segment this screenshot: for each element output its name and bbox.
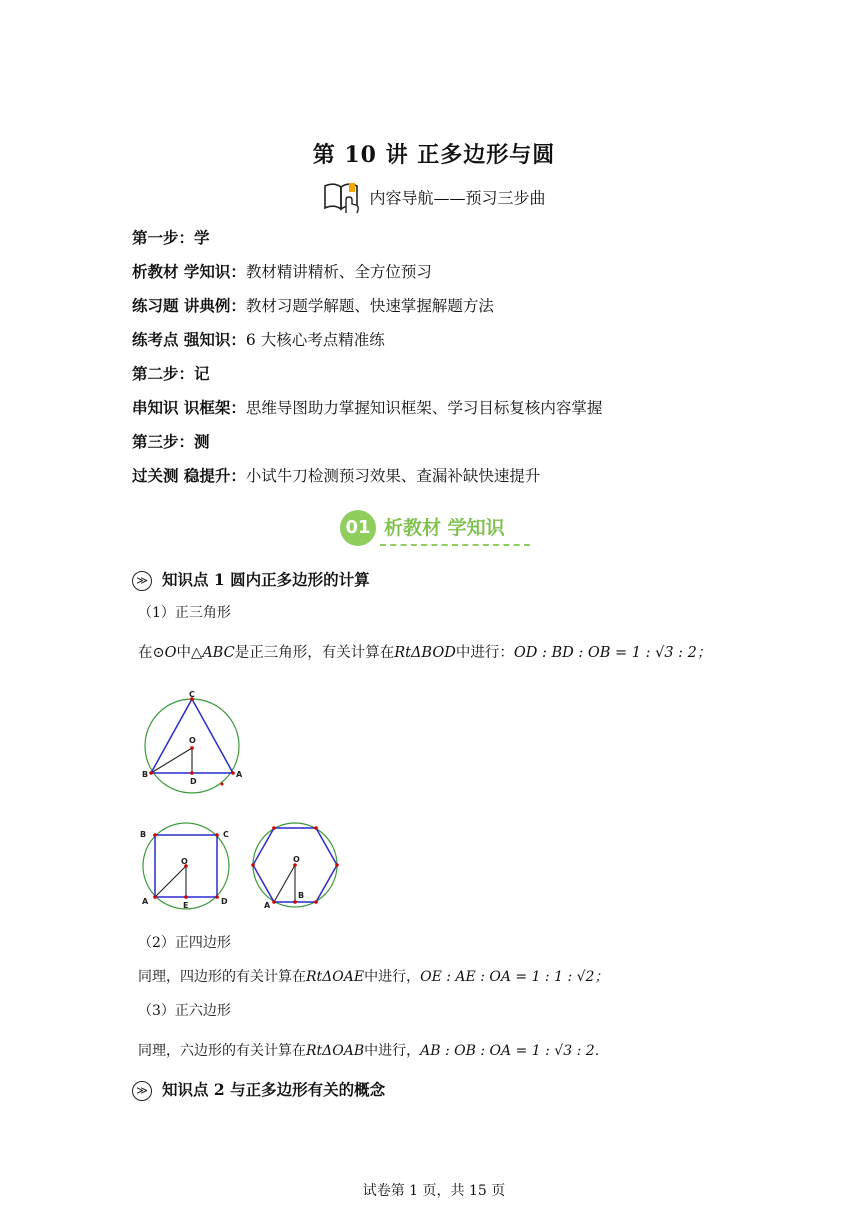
fig-label: D xyxy=(190,777,197,786)
page-footer: 试卷第 1 页，共 15 页 xyxy=(362,1183,506,1199)
step-line: 第二步：记 xyxy=(132,364,210,383)
square-figure xyxy=(136,822,236,914)
fig-label: B xyxy=(298,891,305,900)
step-line: 过关测 稳提升：小试牛刀检测预习效果、查漏补缺快速提升 xyxy=(132,466,541,485)
section-number: 01 xyxy=(340,510,376,546)
double-arrow-icon: ≫ xyxy=(132,571,152,591)
fig-label: A xyxy=(264,901,271,910)
step-line: 第三步：测 xyxy=(132,432,210,451)
section-badge xyxy=(340,510,540,546)
fig-label: D xyxy=(221,897,228,906)
knowledge-point-2-heading: ≫ 知识点 2 与正多边形有关的概念 xyxy=(132,1078,385,1101)
fig-label: O xyxy=(293,855,300,864)
book-hand-icon xyxy=(322,180,362,218)
square-formula-line: 同理，四边形的有关计算在RtΔOAE中进行，OE : AE : OA = 1 : 1 : √2； xyxy=(138,969,609,985)
double-arrow-icon: ≫ xyxy=(132,1081,152,1101)
fig-label: B xyxy=(142,770,149,779)
hexagon-formula-line: 同理，六边形的有关计算在RtΔOAB中进行，AB : OB : OA = 1 : √3 : 2． xyxy=(138,1043,609,1059)
subheading-triangle: （1）正三角形 xyxy=(138,605,231,621)
nav-text: 内容导航——预习三步曲 xyxy=(369,188,546,208)
triangle-figure xyxy=(138,690,250,798)
step-line: 练习题 讲典例：教材习题学解题、快速掌握解题方法 xyxy=(132,296,494,315)
fig-label: B xyxy=(140,830,147,839)
knowledge-point-1-heading: ≫ 知识点 1 圆内正多边形的计算 xyxy=(132,568,370,591)
triangle-formula-line: 在⊙O中△ABC是正三角形，有关计算在RtΔBOD中进行：OD : BD : OB = 1 : √3 : 2； xyxy=(138,645,712,661)
fig-label: E xyxy=(183,901,189,910)
hexagon-figure xyxy=(250,822,342,914)
content-nav xyxy=(0,180,868,218)
fig-label: O xyxy=(189,736,196,745)
step-line: 第一步：学 xyxy=(132,228,210,247)
step-line: 练考点 强知识：6 大核心考点精准练 xyxy=(132,330,385,349)
fig-label: A xyxy=(236,770,243,779)
section-underline xyxy=(380,544,530,546)
step-line: 串知识 识框架：思维导图助力掌握知识框架、学习目标复核内容掌握 xyxy=(132,398,603,417)
fig-label: A xyxy=(142,897,149,906)
page-title: 第 10 讲 正多边形与圆 xyxy=(312,142,556,168)
fig-label: O xyxy=(181,857,188,866)
step-line: 析教材 学知识：教材精讲精析、全方位预习 xyxy=(132,262,432,281)
subheading-hexagon: （3）正六边形 xyxy=(138,1003,231,1019)
section-label: 析教材 学知识 xyxy=(384,517,505,539)
subheading-square: （2）正四边形 xyxy=(138,935,231,951)
fig-label: C xyxy=(223,830,229,839)
fig-label: C xyxy=(189,690,195,699)
